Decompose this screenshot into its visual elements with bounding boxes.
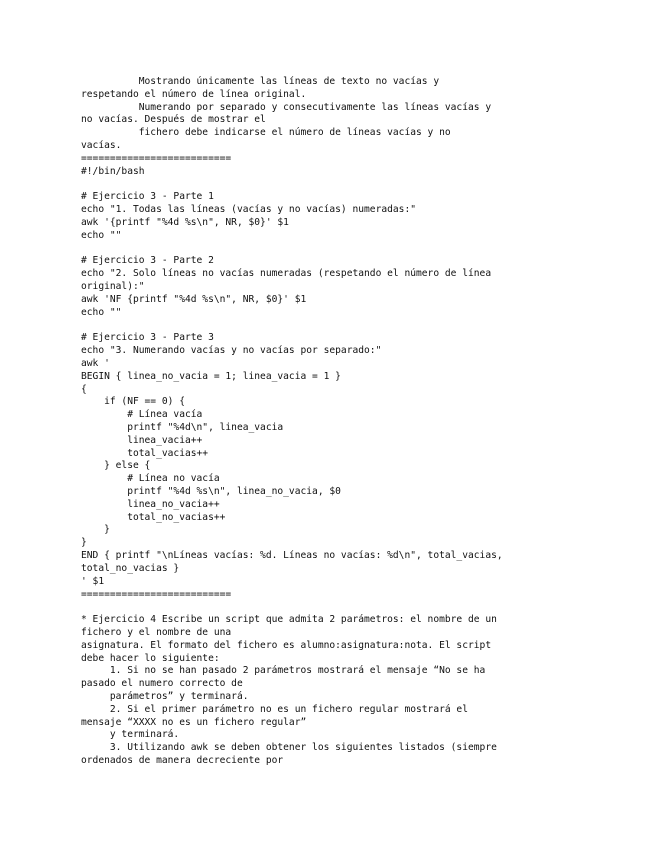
document-line: debe hacer lo siguiente: xyxy=(81,652,220,664)
document-line: # Ejercicio 3 - Parte 2 xyxy=(81,255,214,267)
document-line: echo "1. Todas las líneas (vacías y no vacías) numeradas:" xyxy=(81,204,417,216)
document-line: total_vacias++ xyxy=(81,447,209,459)
document-line: linea_no_vacia++ xyxy=(81,498,220,510)
document-line: } xyxy=(81,537,87,549)
document-line: pasado el numero correcto de xyxy=(81,678,243,690)
document-line xyxy=(81,243,641,256)
document-line: 1. Si no se han pasado 2 parámetros mostrará el mensaje “No se ha xyxy=(81,665,486,677)
document-line xyxy=(81,179,641,192)
document-line: total_no_vacias++ xyxy=(81,511,226,523)
document-line: echo "" xyxy=(81,229,122,241)
document-line: awk 'NF {printf "%4d %s\n", NR, $0}' $1 xyxy=(81,293,307,305)
document-line: ========================== xyxy=(81,588,232,600)
document-line: echo "3. Numerando vacías y no vacías por separado:" xyxy=(81,345,382,357)
document-line: original):" xyxy=(81,281,145,292)
document-line: no vacías. Después de mostrar el xyxy=(81,114,266,126)
document-line: #!/bin/bash xyxy=(81,165,145,177)
document-line: parámetros” y terminará. xyxy=(81,691,249,702)
document-line: if (NF == 0) { xyxy=(81,396,185,408)
document-line xyxy=(81,319,641,332)
document-line: 2. Si el primer parámetro no es un fichero regular mostrará el xyxy=(81,703,468,715)
document-line: vacías. xyxy=(81,140,122,152)
document-text xyxy=(81,76,641,768)
document-line: END { printf "\nLíneas vacías: %d. Líneas no vacías: %d\n", total_vacias, xyxy=(81,550,503,562)
document-line: # Ejercicio 3 - Parte 3 xyxy=(81,332,214,344)
document-line: respetando el número de línea original. xyxy=(81,88,307,100)
document-line: total_no_vacias } xyxy=(81,562,180,574)
document-line: BEGIN { linea_no_vacia = 1; linea_vacia = 1 } xyxy=(81,370,341,382)
document-line: echo "2. Solo líneas no vacías numeradas (respetando el número de línea xyxy=(81,268,492,280)
document-line: fichero y el nombre de una xyxy=(81,626,232,638)
document-line: } xyxy=(81,524,110,536)
document-line: # Línea no vacía xyxy=(81,473,220,485)
document-line: } else { xyxy=(81,460,151,472)
document-line: fichero debe indicarse el número de líneas vacías y no xyxy=(81,127,451,139)
document-line: 3. Utilizando awk se deben obtener los siguientes listados (siempre xyxy=(81,742,497,754)
document-line: # Ejercicio 3 - Parte 1 xyxy=(81,191,214,203)
document-line: y terminará. xyxy=(81,729,180,741)
document-line: ' $1 xyxy=(81,575,105,587)
document-line: echo "" xyxy=(81,306,122,318)
document-line: printf "%4d\n", linea_vacia xyxy=(81,421,284,433)
document-line xyxy=(81,601,641,614)
document-line: awk '{printf "%4d %s\n", NR, $0}' $1 xyxy=(81,216,289,228)
document-line: printf "%4d %s\n", linea_no_vacia, $0 xyxy=(81,486,341,497)
document-line: Mostrando únicamente las líneas de texto no vacías y xyxy=(81,76,440,87)
document-line: { xyxy=(81,383,87,395)
document-line: ordenados de manera decreciente por xyxy=(81,755,284,767)
document-line: # Línea vacía xyxy=(81,409,203,421)
document-line: linea_vacia++ xyxy=(81,434,203,446)
document-line: Numerando por separado y consecutivamente las líneas vacías y xyxy=(81,101,492,113)
document-line: ========================== xyxy=(81,152,232,164)
document-line: asignatura. El formato del fichero es alumno:asignatura:nota. El script xyxy=(81,639,492,651)
document-line: * Ejercicio 4 Escribe un script que admita 2 parámetros: el nombre de un xyxy=(81,614,497,626)
document-line: mensaje “XXXX no es un fichero regular” xyxy=(81,716,307,728)
document-line: awk ' xyxy=(81,357,110,369)
